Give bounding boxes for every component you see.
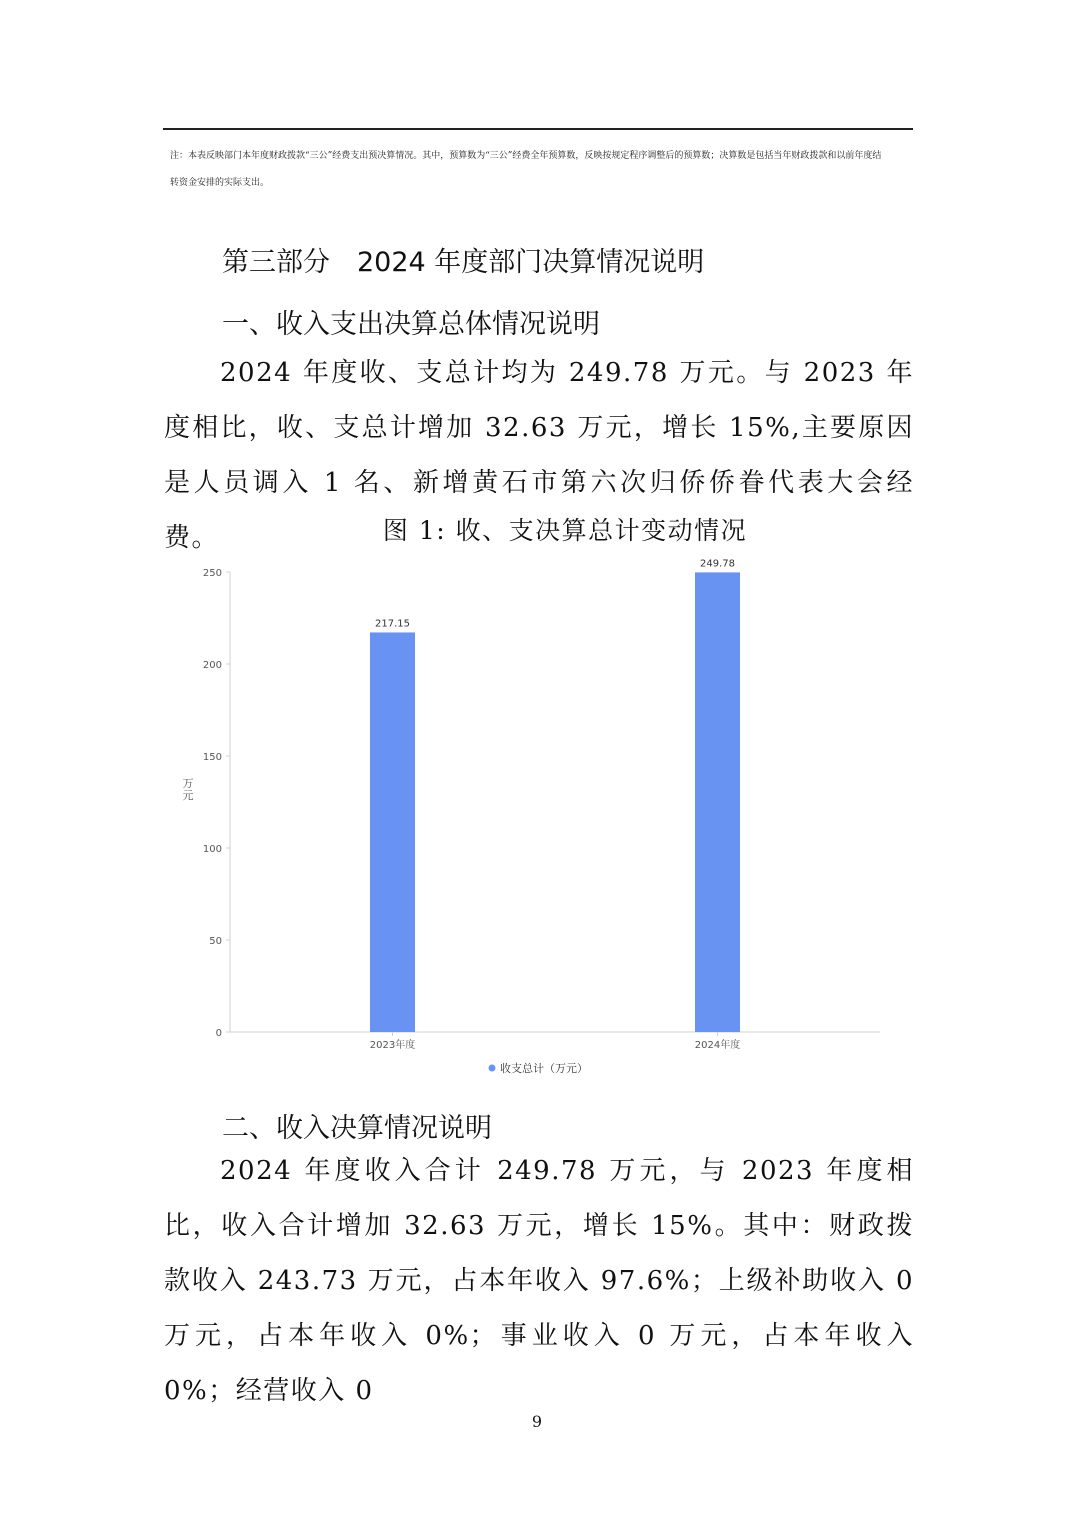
section-2-text: 2024 年度收入合计 249.78 万元，与 2023 年度相比，收入合计增加 32.63 万元，增长 15%。其中：财政拨款收入 243.73 万元，占本年收入 97.6%；上级补助收入 0 万元，占本年收入 0%；事业收入 0 万元，占本年收入 0%；经营收入 0: [164, 1156, 914, 1406]
y-tick-label: 100: [202, 844, 222, 855]
legend-marker: [489, 1065, 496, 1072]
x-tick-label: 2024年度: [694, 1040, 741, 1051]
legend-label: 收支总计（万元）: [500, 1062, 588, 1075]
bar-chart: [170, 555, 890, 1085]
bars: [370, 558, 740, 1032]
y-tick-label: 50: [209, 936, 222, 947]
y-axis-label-char: 万: [182, 777, 194, 790]
y-tick-label: 250: [202, 568, 222, 579]
page-number: 9: [531, 1412, 543, 1431]
x-tick-label: 2023年度: [369, 1040, 416, 1051]
bar-data-label: 217.15: [375, 618, 410, 630]
y-axis: [203, 568, 880, 1051]
table-note-line-2: 转资金安排的实际支出。: [170, 178, 270, 188]
y-tick-label: 150: [202, 752, 222, 763]
legend: [489, 1061, 589, 1075]
section-2-paragraph: [164, 1144, 914, 1419]
y-tick-label: 200: [202, 660, 222, 671]
section-1-text: 2024 年度收、支总计均为 249.78 万元。与 2023 年度相比，收、支总计增加 32.63 万元，增长 15%,主要原因是人员调入 1 名、新增黄石市第六次归侨侨眷代表大会经费。: [164, 358, 914, 553]
bar: [695, 572, 740, 1032]
bar: [370, 632, 415, 1032]
section-1-title: 一、收入支出决算总体情况说明: [222, 309, 600, 340]
y-axis-label: [183, 777, 194, 802]
y-axis-label-char: 元: [182, 789, 194, 802]
y-tick-label: 0: [215, 1028, 222, 1039]
section-2-title: 二、收入决算情况说明: [222, 1113, 492, 1144]
figure-caption: 图 1: 收、支决算总计变动情况: [382, 516, 748, 545]
table-note-line-1: 注：本表反映部门本年度财政拨款“三公”经费支出预决算情况。其中，预算数为“三公”经费全年预算数，反映按规定程序调整后的预算数；决算数是包括当年财政拨款和以前年度结: [170, 151, 882, 161]
bar-data-label: 249.78: [700, 558, 735, 570]
part-title: 第三部分 2024 年度部门决算情况说明: [222, 247, 705, 278]
top-rule: [163, 128, 913, 130]
